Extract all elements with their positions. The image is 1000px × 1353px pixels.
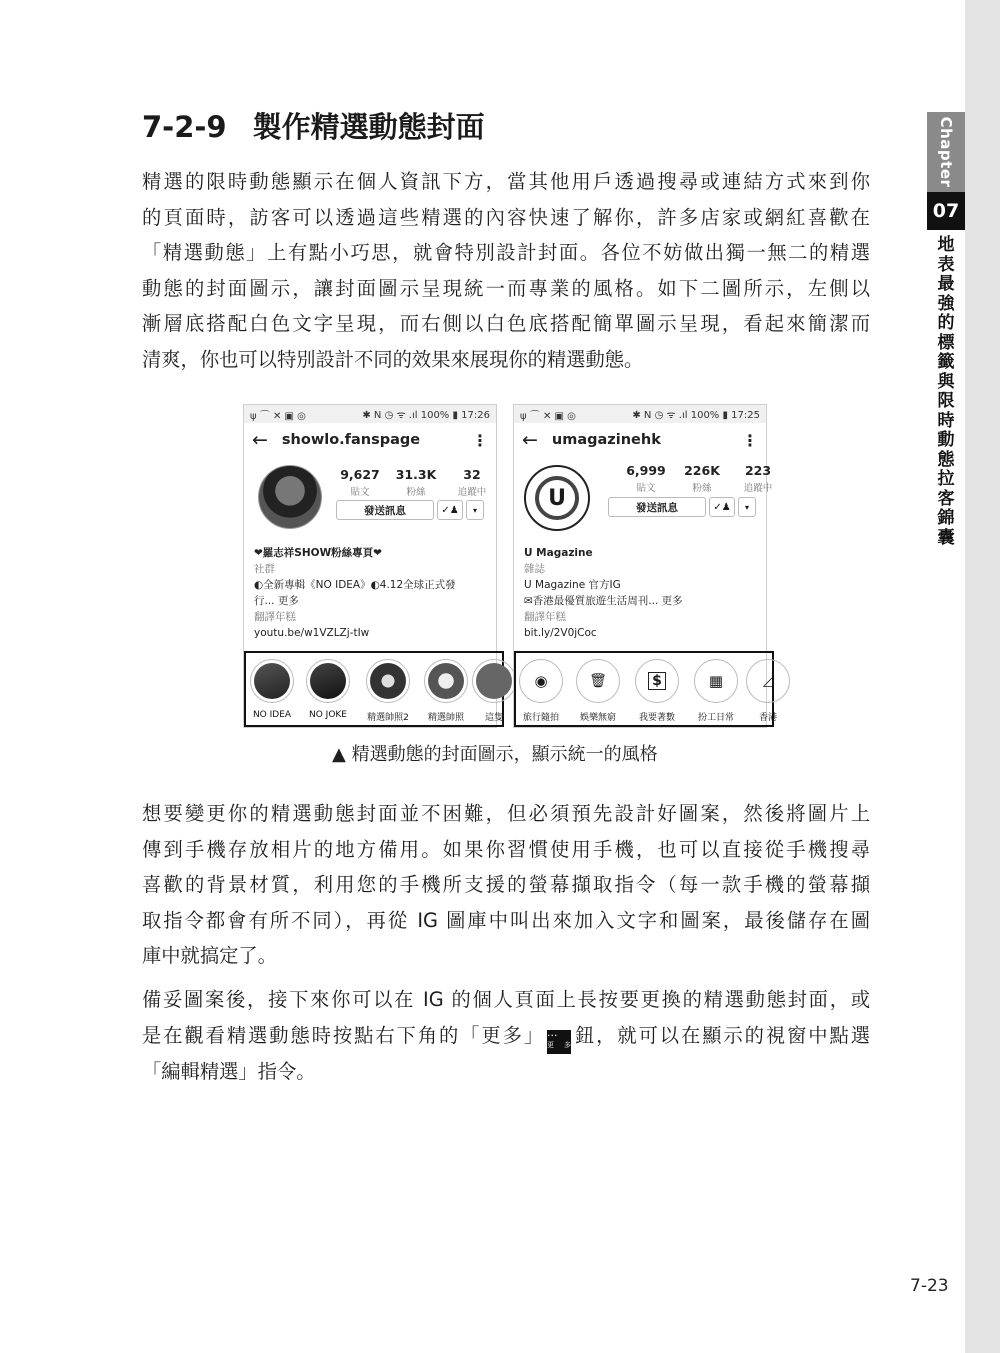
paragraph-line: 喜歡的背景材質，利用您的手機所支援的螢幕擷取指令（每一款手機的螢幕擷 (142, 873, 870, 897)
profile-bio (524, 545, 760, 641)
paragraph-line: 「編輯精選」指令。 (142, 1059, 316, 1083)
bio-more-link[interactable]: ✉香港最優質旅遊生活周刊... 更多 (524, 595, 683, 607)
bio-category: 社群 (254, 563, 275, 575)
profile-username: umagazinehk (551, 432, 661, 448)
stat-followers[interactable]: 31.3K 粉絲 (395, 467, 437, 498)
chevron-down-icon[interactable]: ▾ (466, 500, 484, 520)
status-bar: ψ ⌒ ✕ ▣ ◎ ✱ N ◷ ᯤ .ıl 100% ▮ 17:25 (514, 405, 766, 423)
body-paragraph-3 (142, 982, 870, 1089)
highlight-item[interactable]: ◉ 旅行隨拍 (519, 659, 563, 723)
chapter-title-char: 錦 (937, 508, 955, 528)
chapter-title-char: 的 (937, 313, 955, 333)
chapter-title-char: 最 (937, 274, 955, 294)
paragraph-line: 庫中就搞定了。 (142, 944, 277, 968)
back-arrow-icon[interactable]: ← (522, 429, 538, 451)
partial-highlight-icon: ◿ (762, 673, 774, 689)
chapter-title-char: 與 (937, 371, 955, 392)
highlights-row (514, 651, 777, 727)
paragraph-line: 的頁面時，訪客可以透過這些精選的內容快速了解你，許多店家或網紅喜歡在 (142, 205, 870, 229)
chapter-number: 07 (927, 192, 965, 230)
chapter-title-char: 囊 (937, 527, 955, 548)
chapter-title-char: 客 (937, 488, 955, 509)
money-icon: $ (648, 672, 666, 690)
paragraph-line: 清爽，你也可以特別設計不同的效果來展現你的精選動態。 (142, 347, 644, 371)
paragraph-line: 想要變更你的精選動態封面並不困難，但必須預先設計好圖案，然後將圖片上 (142, 802, 870, 825)
section-number: 7-2-9 (142, 110, 227, 144)
bio-category: 雜誌 (524, 563, 545, 575)
bio-line: U Magazine 官方IG (524, 579, 621, 591)
paragraph-line: 是在觀看精選動態時按點右下角的「更多」 ··· 更多 鈕，就可以在顯示的視窗中點選 (142, 1018, 870, 1054)
paragraph-line: 取指令都會有所不同），再從 IG 圖庫中叫出來加入文字和圖案，最後儲存在圖 (142, 908, 870, 932)
chapter-title-char: 限 (937, 391, 955, 411)
page-number: 7-23 (910, 1276, 949, 1296)
bio-name: U Magazine (524, 547, 593, 559)
stat-posts[interactable]: 6,999 貼文 (626, 463, 666, 494)
highlight-item[interactable]: 精選帥照 (424, 659, 468, 723)
following-icon[interactable]: ✓♟ (709, 497, 735, 517)
profile-header (244, 423, 496, 457)
bio-url[interactable]: bit.ly/2V0jCoc (524, 627, 597, 639)
chapter-title-vertical (929, 236, 963, 548)
chapter-title-char: 表 (937, 254, 955, 275)
bio-url[interactable]: youtu.be/w1VZLZj-tIw (254, 627, 370, 639)
send-message-button[interactable]: 發送訊息 (336, 500, 434, 520)
highlight-item[interactable]: 🗑 娛樂無窮 (576, 659, 620, 723)
camera-icon: ◉ (534, 672, 548, 690)
highlight-item[interactable]: NO IDEA (250, 659, 294, 720)
highlight-item[interactable]: NO JOKE (306, 659, 350, 720)
u-magazine-logo-icon: U (535, 476, 579, 520)
highlight-item[interactable]: $ 我要著數 (635, 659, 679, 723)
chapter-title-char: 態 (937, 449, 955, 470)
stat-posts[interactable]: 9,627 貼文 (340, 467, 380, 498)
chapter-title-char: 籤 (937, 352, 955, 372)
paragraph-line: 「精選動態」上有點小巧思，就會特別設計封面。各位不妨做出獨一無二的精選 (142, 241, 870, 265)
chapter-title-char: 強 (937, 293, 955, 314)
bio-translate[interactable]: 翻譯年糕 (524, 611, 566, 623)
intro-paragraph (142, 164, 870, 378)
stat-followers[interactable]: 226K 粉絲 (684, 463, 720, 494)
paragraph-line: 動態的封面圖示，讓封面圖示呈現統一而專業的風格。如下二圖所示，左側以 (142, 276, 870, 300)
chapter-title-char: 拉 (937, 469, 955, 489)
chapter-title-char: 時 (937, 410, 955, 431)
highlight-item[interactable]: 精選帥照2 (366, 659, 410, 723)
trash-icon: 🗑 (589, 673, 607, 689)
bio-name: ❤羅志祥SHOW粉絲專頁❤ (254, 547, 382, 559)
status-bar: ψ ⌒ ✕ ▣ ◎ ✱ N ◷ ᯤ .ıl 100% ▮ 17:26 (244, 405, 496, 423)
section-title: 製作精選動態封面 (252, 110, 485, 144)
stat-following[interactable]: 223 追蹤中 (743, 463, 773, 494)
body-paragraph-2 (142, 796, 870, 974)
paragraph-line: 備妥圖案後，接下來你可以在 IG 的個人頁面上長按要更換的精選動態封面，或 (142, 988, 870, 1011)
bio-line: ◐全新專輯《NO IDEA》◐4.12全球正式發 (254, 579, 456, 591)
profile-actions (336, 500, 484, 520)
back-arrow-icon[interactable]: ← (252, 429, 268, 451)
profile-stats (332, 467, 500, 498)
chapter-title-char: 標 (937, 332, 955, 353)
profile-bio (254, 545, 490, 641)
section-heading (142, 105, 485, 146)
figure-caption: ▲ 精選動態的封面圖示，顯示統一的風格 (332, 744, 658, 765)
profile-username: showlo.fanspage (281, 432, 421, 448)
calendar-icon: ▦ (708, 672, 724, 690)
stat-following[interactable]: 32 追蹤中 (457, 467, 487, 498)
avatar[interactable] (258, 465, 322, 529)
more-vertical-icon[interactable]: ⋮ (472, 430, 488, 450)
highlight-item[interactable]: ◿ 香港 (746, 659, 790, 723)
chapter-label: Chapter (927, 112, 965, 192)
bio-more-link[interactable]: 行... 更多 (254, 595, 299, 607)
highlight-item[interactable]: 這隻 (472, 659, 516, 723)
chevron-down-icon[interactable]: ▾ (738, 497, 756, 517)
profile-header (514, 423, 766, 457)
chapter-side-strip (965, 0, 1000, 1353)
paragraph-line: 精選的限時動態顯示在個人資訊下方，當其他用戶透過搜尋或連結方式來到你 (142, 170, 870, 193)
send-message-button[interactable]: 發送訊息 (608, 497, 706, 517)
paragraph-line: 傳到手機存放相片的地方備用。如果你習慣使用手機，也可以直接從手機搜尋 (142, 837, 870, 861)
paragraph-line: 漸層底搭配白色文字呈現，而右側以白色底搭配簡單圖示呈現，看起來簡潔而 (142, 312, 870, 336)
highlights-row (244, 651, 504, 727)
highlight-item[interactable]: ▦ 扮工日常 (694, 659, 738, 723)
chapter-title-char: 地 (937, 235, 955, 255)
more-button-icon: ··· 更多 (547, 1030, 571, 1054)
bio-translate[interactable]: 翻譯年糕 (254, 611, 296, 623)
screenshot-showlo-profile (243, 404, 503, 728)
profile-stats (618, 463, 786, 494)
following-icon[interactable]: ✓♟ (437, 500, 463, 520)
profile-actions (608, 497, 756, 517)
chapter-title-char: 動 (937, 430, 955, 450)
screenshot-umagazine-profile (513, 404, 777, 728)
more-vertical-icon[interactable]: ⋮ (742, 430, 758, 450)
avatar[interactable] (524, 465, 590, 531)
